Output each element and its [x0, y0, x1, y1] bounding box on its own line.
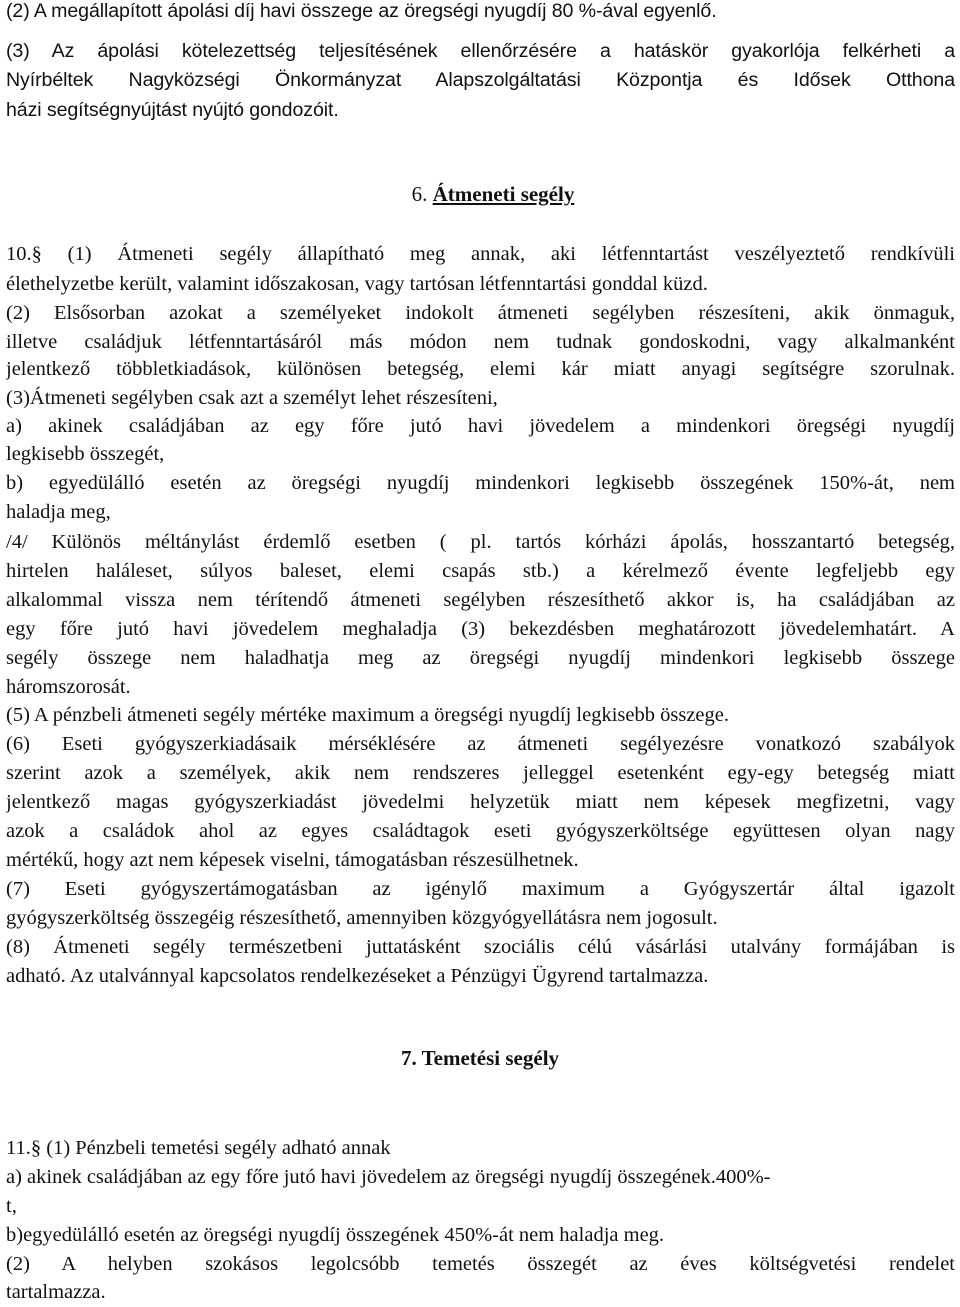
paragraph-line: (2) Elsősorban azokat a személyeket indokolt átmeneti segélyben részesíteni, akik önmaguk, [6, 302, 955, 324]
paragraph-line: tartalmazza. [6, 1281, 106, 1303]
paragraph-line: (2) A megállapított ápolási díj havi összege az öregségi nyugdíj 80 %-ával egyenlő. [6, 0, 717, 22]
paragraph-line: illetve családjuk létfenntartásáról más módon nem tudnak gondoskodni, vagy alkalmanként [6, 331, 955, 353]
paragraph-line: alkalommal vissza nem térítendő átmeneti segélyben részesíthető akkor is, ha családjában az [6, 589, 955, 611]
paragraph-line: azok a családok ahol az egyes családtagok eseti gyógyszerköltsége együttesen olyan nagy [6, 820, 955, 842]
section-number: 6. [411, 182, 428, 206]
paragraph-line: 10.§ (1) Átmeneti segély állapítható meg annak, aki létfenntartást veszélyeztető rendkívüli [6, 243, 955, 265]
paragraph-line: (6) Eseti gyógyszerkiadásaik mérséklésére az átmeneti segélyezésre vonatkozó szabályok [6, 733, 955, 755]
paragraph-line: 11.§ (1) Pénzbeli temetési segély adható annak [6, 1137, 391, 1159]
section-title: Átmeneti segély [432, 182, 575, 206]
paragraph-line: hirtelen haláleset, súlyos baleset, elemi csapás stb.) a kérelmező évente legfeljebb egy [6, 560, 955, 582]
paragraph-line: jelentkező magas gyógyszerkiadást jövedelmi helyzetük miatt nem képesek megfizetni, vagy [6, 791, 955, 813]
section-heading: 7. Temetési segély [400, 1046, 560, 1070]
paragraph-line: /4/ Különös méltánylást érdemlő esetben ( pl. tartós kórházi ápolás, hosszantartó betegség, [6, 531, 955, 553]
paragraph-line: segély összege nem haladhatja meg az öregségi nyugdíj mindenkori legkisebb összege [6, 647, 955, 669]
section-heading [13, 180, 960, 209]
paragraph-line: háromszorosát. [6, 676, 131, 698]
paragraph-line: jelentkező többletkiadások, különösen betegség, elemi kár miatt anyagi segítségre szorulnak. [6, 358, 955, 380]
paragraph-line: (3)Átmeneti segélyben csak azt a személyt lehet részesíteni, [6, 387, 498, 409]
paragraph-line: (7) Eseti gyógyszertámogatásban az igénylő maximum a Gyógyszertár által igazolt [6, 878, 955, 900]
paragraph-line: t, [6, 1195, 17, 1217]
paragraph-line: házi segítségnyújtást nyújtó gondozóit. [6, 99, 339, 121]
paragraph-line: b) egyedülálló esetén az öregségi nyugdíj mindenkori legkisebb összegének 150%-át, nem [6, 472, 955, 494]
paragraph-line: Nyírbéltek Nagyközségi Önkormányzat Alapszolgáltatási Központja és Idősek Otthona [6, 69, 955, 91]
paragraph-line: egy főre jutó havi jövedelem meghaladja (3) bekezdésben meghatározott jövedelemhatárt. A [6, 618, 955, 640]
paragraph-line: mértékű, hogy azt nem képesek viselni, támogatásban részesülhetnek. [6, 849, 579, 871]
paragraph-line: (2) A helyben szokásos legolcsóbb temetés összegét az éves költségvetési rendelet [6, 1253, 955, 1275]
paragraph-line: haladja meg, [6, 501, 111, 523]
paragraph-line: a) akinek családjában az egy főre jutó havi jövedelem a mindenkori öregségi nyugdíj [6, 415, 955, 437]
paragraph-line: adható. Az utalvánnyal kapcsolatos rendelkezéseket a Pénzügyi Ügyrend tartalmazza. [6, 965, 709, 987]
paragraph-line: szerint azok a személyek, akik nem rendszeres jelleggel esetenként egy-egy betegség miatt [6, 762, 955, 784]
paragraph-line: (8) Átmeneti segély természetbeni juttatásként szociális célú vásárlási utalvány formájában is [6, 936, 955, 958]
paragraph-line: élethelyzetbe került, valamint időszakosan, vagy tartósan létfenntartási gonddal küzd. [6, 273, 708, 295]
paragraph-line: gyógyszerköltség összegéig részesíthető, amennyiben közgyógyellátásra nem jogosult. [6, 907, 718, 929]
paragraph-line: a) akinek családjában az egy főre jutó havi jövedelem az öregségi nyugdíj összegének.400%- [6, 1166, 771, 1188]
paragraph-line: legkisebb összegét, [6, 443, 165, 465]
paragraph-line: (5) A pénzbeli átmeneti segély mértéke maximum a öregségi nyugdíj legkisebb összege. [6, 704, 729, 726]
paragraph-line: b)egyedülálló esetén az öregségi nyugdíj összegének 450%-át nem haladja meg. [6, 1224, 665, 1246]
paragraph-line: (3) Az ápolási kötelezettség teljesítésének ellenőrzésére a hatáskör gyakorlója felkérheti a [6, 40, 955, 62]
